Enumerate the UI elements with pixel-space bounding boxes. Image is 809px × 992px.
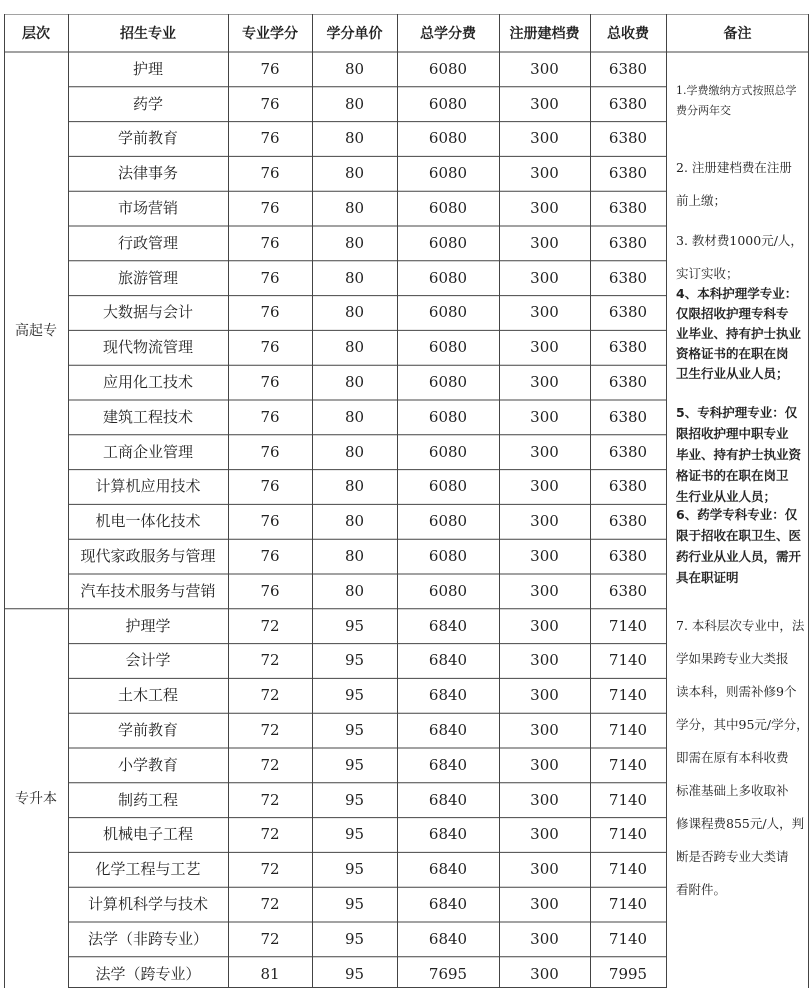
registration-fee: 300: [530, 477, 559, 496]
registration-fee: 300: [530, 755, 559, 774]
credits: 72: [260, 895, 280, 914]
credit-price: 95: [344, 721, 365, 740]
credits: 76: [260, 512, 280, 531]
credit-price: 95: [344, 929, 365, 948]
credits: 72: [260, 790, 280, 809]
credits: 72: [260, 755, 280, 774]
major-name: 机械电子工程: [102, 825, 193, 844]
remark-item: [676, 81, 806, 121]
registration-fee: 300: [530, 233, 559, 252]
registration-fee: 300: [530, 512, 559, 531]
remark-line: 格证书的在职在岗卫: [676, 468, 789, 483]
total-credit-fee: 6840: [428, 616, 468, 635]
credit-price: 80: [344, 129, 365, 148]
total-credit-fee: 6080: [428, 338, 468, 357]
registration-fee: 300: [530, 547, 559, 566]
registration-fee: 300: [530, 929, 559, 948]
total-credit-fee: 6840: [428, 686, 468, 705]
major-name: 土木工程: [117, 686, 178, 705]
remark-line: 毕业、持有护士执业资: [676, 447, 802, 462]
total-fee: 6380: [608, 477, 648, 496]
credits: 76: [260, 303, 280, 322]
registration-fee: 300: [530, 581, 559, 600]
total-fee: 6380: [608, 338, 648, 357]
level-label: 高起专: [15, 323, 57, 340]
major-name: 汽车技术服务与营销: [80, 581, 216, 600]
registration-fee: 300: [530, 373, 559, 392]
header-total-fee: 总收费: [607, 26, 649, 42]
credits: 76: [260, 59, 280, 78]
major-name: 现代家政服务与管理: [80, 547, 216, 566]
total-credit-fee: 6080: [428, 373, 468, 392]
total-fee: 6380: [608, 59, 648, 78]
credit-price: 95: [344, 686, 365, 705]
credits: 72: [260, 825, 280, 844]
credit-price: 80: [344, 338, 365, 357]
remark-item: [676, 284, 806, 384]
credits: 76: [260, 373, 280, 392]
major-name: 计算机科学与技术: [87, 895, 208, 914]
credits: 76: [260, 581, 280, 600]
credits: 76: [260, 338, 280, 357]
total-credit-fee: 6840: [428, 721, 468, 740]
remark-line: 限招收护理中职专业: [676, 426, 789, 441]
remark-line: 药行业从业人员，需开: [676, 549, 802, 564]
total-credit-fee: 6080: [428, 233, 468, 252]
remark-line: 看附件。: [676, 882, 727, 897]
remark-line: 断是否跨专业大类请: [676, 849, 789, 864]
major-name: 法学（跨专业）: [95, 964, 201, 983]
total-fee: 7140: [608, 755, 648, 774]
credit-price: 95: [344, 825, 365, 844]
major-name: 会计学: [125, 651, 171, 670]
remark-item: [676, 402, 806, 507]
total-fee: 6380: [608, 94, 648, 113]
major-name: 建筑工程技术: [102, 407, 193, 426]
total-fee: 6380: [608, 512, 648, 531]
credit-price: 95: [344, 616, 365, 635]
registration-fee: 300: [530, 860, 559, 879]
major-name: 旅游管理: [117, 268, 178, 287]
header-major: 招生专业: [120, 26, 176, 42]
total-fee: 6380: [608, 373, 648, 392]
remark-line: 费分两年交: [676, 104, 731, 117]
remark-line: 即需在原有本科收费: [676, 750, 789, 765]
total-credit-fee: 6840: [428, 929, 468, 948]
registration-fee: 300: [530, 199, 559, 218]
credits: 72: [260, 860, 280, 879]
credits: 72: [260, 651, 280, 670]
remark-line: 资格证书的在职在岗: [676, 346, 789, 361]
credit-price: 95: [344, 964, 365, 983]
total-credit-fee: 6840: [428, 825, 468, 844]
remark-line: 仅限招收护理专科专: [676, 306, 789, 321]
total-fee: 6380: [608, 407, 648, 426]
credits: 72: [260, 616, 280, 635]
registration-fee: 300: [530, 686, 559, 705]
credit-price: 80: [344, 268, 365, 287]
major-name: 小学教育: [117, 755, 178, 774]
credits: 76: [260, 199, 280, 218]
credits: 72: [260, 929, 280, 948]
registration-fee: 300: [530, 442, 559, 461]
total-fee: 7140: [608, 651, 648, 670]
remark-line: 标准基础上多收取补: [676, 783, 789, 798]
credits: 76: [260, 547, 280, 566]
header-remarks: 备注: [723, 26, 752, 42]
total-fee: 7995: [608, 964, 648, 983]
remark-line: 具在职证明: [676, 570, 739, 585]
credit-price: 80: [344, 94, 365, 113]
remark-line: 修课程费855元/人，判: [676, 816, 805, 831]
credit-price: 80: [344, 164, 365, 183]
total-credit-fee: 6840: [428, 895, 468, 914]
registration-fee: 300: [530, 303, 559, 322]
total-credit-fee: 7695: [428, 964, 468, 983]
registration-fee: 300: [530, 895, 559, 914]
major-name: 学前教育: [117, 721, 178, 740]
remark-line: 实订实收；: [676, 266, 739, 281]
credits: 76: [260, 129, 280, 148]
registration-fee: 300: [530, 616, 559, 635]
registration-fee: 300: [530, 407, 559, 426]
credits: 76: [260, 442, 280, 461]
remark-line: 学如果跨专业大类报: [676, 651, 789, 666]
credits: 76: [260, 164, 280, 183]
registration-fee: 300: [530, 268, 559, 287]
major-name: 法学（非跨专业）: [87, 929, 208, 948]
credit-price: 80: [344, 199, 365, 218]
total-fee: 6380: [608, 581, 648, 600]
major-name: 计算机应用技术: [95, 477, 201, 496]
credit-price: 80: [344, 581, 365, 600]
total-fee: 6380: [608, 268, 648, 287]
registration-fee: 300: [530, 338, 559, 357]
registration-fee: 300: [530, 59, 559, 78]
credit-price: 80: [344, 373, 365, 392]
total-credit-fee: 6080: [428, 129, 468, 148]
total-fee: 6380: [608, 164, 648, 183]
level-label: 专升本: [15, 791, 57, 808]
major-name: 市场营销: [117, 199, 178, 218]
credit-price: 80: [344, 547, 365, 566]
total-credit-fee: 6080: [428, 94, 468, 113]
total-fee: 6380: [608, 129, 648, 148]
remarks-column: [670, 54, 809, 988]
remark-line: 7. 本科层次专业中，法: [676, 618, 805, 633]
remark-line: 业毕业、持有护士执业: [676, 326, 802, 341]
registration-fee: 300: [530, 790, 559, 809]
major-name: 法律事务: [117, 164, 178, 183]
registration-fee: 300: [530, 721, 559, 740]
total-fee: 7140: [608, 616, 648, 635]
total-fee: 6380: [608, 233, 648, 252]
major-name: 应用化工技术: [102, 373, 193, 392]
remark-line: 限于招收在职卫生、医: [676, 528, 802, 543]
credit-price: 80: [344, 512, 365, 531]
total-fee: 7140: [608, 686, 648, 705]
major-name: 现代物流管理: [102, 338, 193, 357]
credits: 72: [260, 686, 280, 705]
total-credit-fee: 6080: [428, 512, 468, 531]
total-credit-fee: 6080: [428, 303, 468, 322]
registration-fee: 300: [530, 964, 559, 983]
total-fee: 7140: [608, 790, 648, 809]
registration-fee: 300: [530, 825, 559, 844]
total-credit-fee: 6080: [428, 547, 468, 566]
total-fee: 6380: [608, 442, 648, 461]
remark-line: 4、本科护理学专业：: [676, 286, 798, 301]
total-credit-fee: 6080: [428, 407, 468, 426]
credits: 76: [260, 233, 280, 252]
remark-item: [676, 609, 809, 906]
credit-price: 80: [344, 407, 365, 426]
credits: 76: [260, 477, 280, 496]
credits: 76: [260, 268, 280, 287]
header-total-credit-fee: 总学分费: [420, 26, 476, 42]
credit-price: 80: [344, 303, 365, 322]
major-name: 工商企业管理: [102, 442, 193, 461]
header-level: 层次: [22, 26, 50, 42]
total-fee: 6380: [608, 547, 648, 566]
credit-price: 95: [344, 860, 365, 879]
major-name: 大数据与会计: [102, 303, 193, 322]
remark-line: 卫生行业从业人员；: [676, 366, 789, 381]
credits: 76: [260, 94, 280, 113]
remark-item: [676, 504, 806, 588]
remark-line: 5、专科护理专业：仅: [676, 405, 798, 420]
remark-line: 学分，其中95元/学分，: [676, 717, 809, 732]
major-name: 化学工程与工艺: [95, 860, 201, 879]
major-name: 药学: [132, 94, 163, 113]
credit-price: 95: [344, 755, 365, 774]
header-credits: 专业学分: [242, 26, 298, 42]
major-name: 学前教育: [117, 129, 178, 148]
remark-line: 前上缴；: [676, 193, 727, 208]
total-credit-fee: 6840: [428, 860, 468, 879]
credits: 72: [260, 721, 280, 740]
credit-price: 80: [344, 477, 365, 496]
total-credit-fee: 6080: [428, 199, 468, 218]
header-registration-fee: 注册建档费: [509, 26, 580, 42]
credits: 76: [260, 407, 280, 426]
remark-line: 6、药学专科专业：仅: [676, 507, 798, 522]
major-name: 制药工程: [117, 790, 178, 809]
remark-line: 3. 教材费1000元/人，: [676, 233, 803, 248]
major-name: 护理: [132, 59, 163, 78]
registration-fee: 300: [530, 164, 559, 183]
total-credit-fee: 6840: [428, 790, 468, 809]
credits: 81: [260, 964, 280, 983]
total-fee: 6380: [608, 303, 648, 322]
credit-price: 95: [344, 895, 365, 914]
remark-line: 1.学费缴纳方式按照总学: [676, 84, 797, 97]
total-credit-fee: 6080: [428, 59, 468, 78]
registration-fee: 300: [530, 651, 559, 670]
total-credit-fee: 6840: [428, 755, 468, 774]
registration-fee: 300: [530, 94, 559, 113]
total-fee: 7140: [608, 721, 648, 740]
remark-line: 读本科，则需补修9个: [676, 684, 797, 699]
total-fee: 7140: [608, 825, 648, 844]
remark-item: [676, 151, 806, 217]
total-credit-fee: 6080: [428, 442, 468, 461]
total-fee: 7140: [608, 895, 648, 914]
credit-price: 95: [344, 790, 365, 809]
total-credit-fee: 6080: [428, 477, 468, 496]
credit-price: 80: [344, 442, 365, 461]
remark-line: 生行业从业人员；: [676, 489, 777, 504]
registration-fee: 300: [530, 129, 559, 148]
major-name: 护理学: [125, 616, 171, 635]
header-credit-price: 学分单价: [326, 26, 383, 42]
credit-price: 95: [344, 651, 365, 670]
major-name: 机电一体化技术: [95, 512, 201, 531]
total-fee: 6380: [608, 199, 648, 218]
remark-line: 2. 注册建档费在注册: [676, 160, 792, 175]
total-credit-fee: 6080: [428, 164, 468, 183]
total-credit-fee: 6080: [428, 581, 468, 600]
remark-item: [676, 224, 806, 290]
credit-price: 80: [344, 233, 365, 252]
total-credit-fee: 6080: [428, 268, 468, 287]
page-top-margin: [0, 0, 809, 14]
credit-price: 80: [344, 59, 365, 78]
total-credit-fee: 6840: [428, 651, 468, 670]
major-name: 行政管理: [117, 233, 178, 252]
fee-table: [4, 14, 809, 988]
total-fee: 7140: [608, 860, 648, 879]
total-fee: 7140: [608, 929, 648, 948]
